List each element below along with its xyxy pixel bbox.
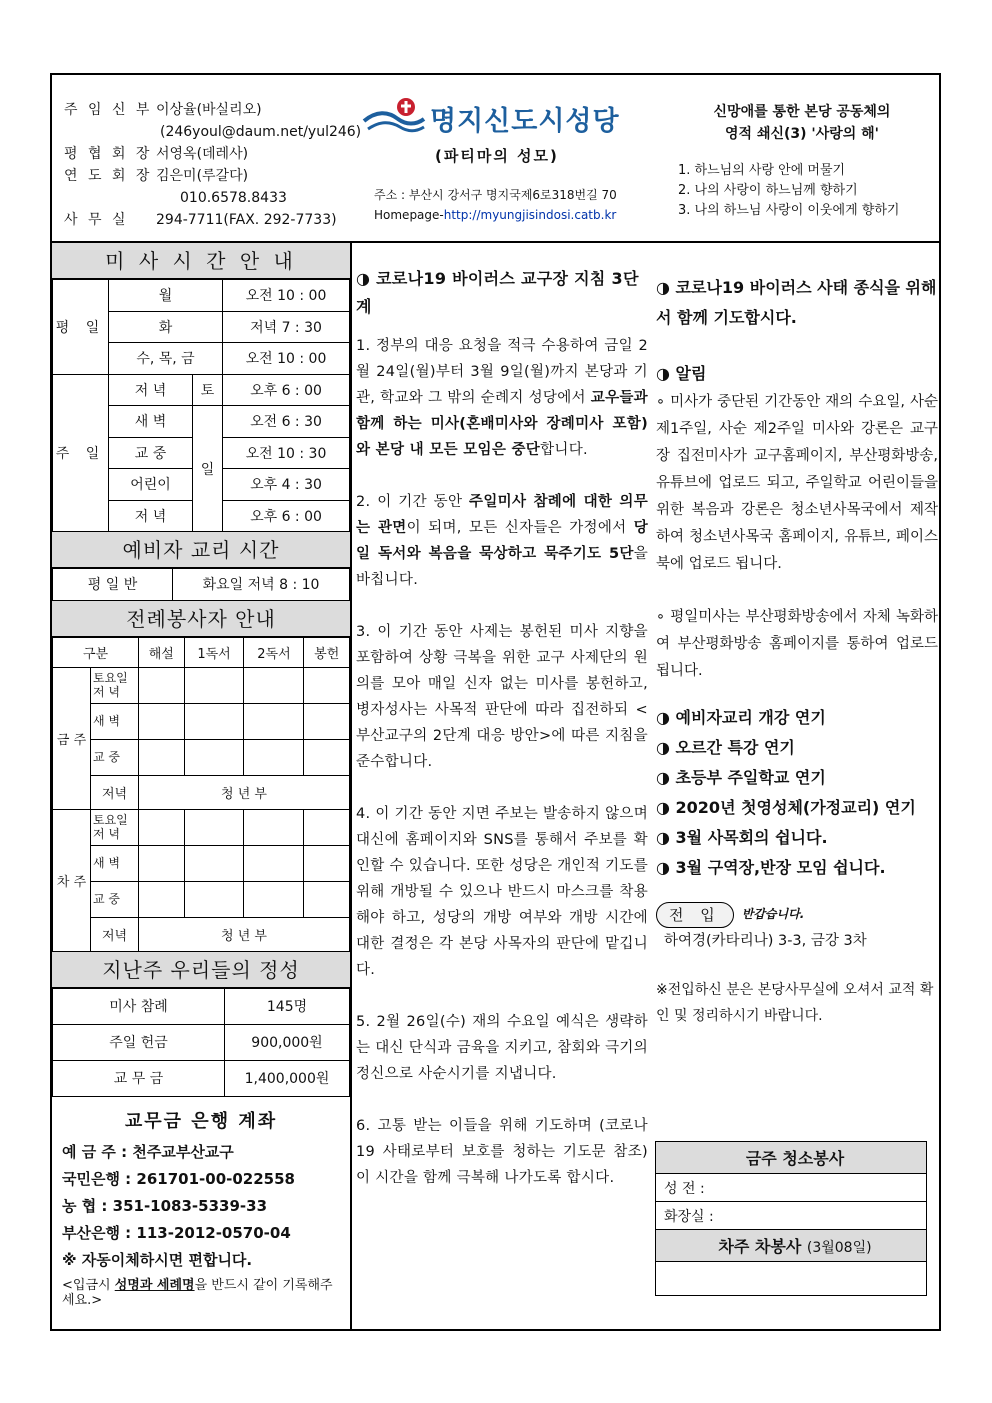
guideline-item: 4. 이 기간 동안 지면 주보는 발송하지 않으며 대신에 홈페이지와 SNS를 통해서 주보를 확인할 수 있습니다. 또한 성당은 개인적 기도를 위해 개방될 수 있으나 반드시 마스크를 착용해야 하고, 성당의 개방 여부와 개방 시간에 대한 결정은 각 본당 사목자의 판단에 맡깁니다. <box>356 806 649 978</box>
bank-line: 국민은행 : 261701-00-022558 <box>62 1169 295 1188</box>
server-cell <box>139 809 185 845</box>
church-name: 명지신도시성당 <box>430 106 620 137</box>
weekday-label: 평 일 <box>53 280 109 375</box>
covid-guidelines <box>356 265 648 1217</box>
mass-time: 오전 10 : 00 <box>223 343 350 375</box>
mass-name: 어린이 <box>109 469 193 501</box>
server-cell <box>244 739 304 775</box>
server-cell <box>244 809 304 845</box>
motto-line: 신망애를 통한 본당 공동체의 <box>713 104 891 120</box>
staff-value: 이상율(바실리오) <box>156 102 262 118</box>
server-cell <box>184 809 244 845</box>
mass-day: 수, 목, 금 <box>109 343 223 375</box>
mass-time: 오후 6 : 00 <box>223 374 350 406</box>
notice-item: ∘ 평일미사는 부산평화방송에서 자체 녹화하여 부산평화방송 홈페이지를 통하여 업로드 됩니다. <box>656 609 938 679</box>
youth-group: 청 년 부 <box>139 775 350 809</box>
tea-service-cell <box>656 1262 927 1296</box>
bank-line: ※ 자동이체하시면 편합니다. <box>62 1250 253 1269</box>
offering-value: 900,000원 <box>225 1024 350 1060</box>
table-row <box>53 667 350 703</box>
welcome-row <box>656 901 938 928</box>
offering-label: 주일 헌금 <box>53 1024 225 1060</box>
mass-slot: 토요일 저 녁 <box>91 809 139 845</box>
mass-day: 화 <box>109 311 223 343</box>
bank-note <box>62 1278 340 1308</box>
church-address: 주소 : 부산시 강서구 명지국제6로318번길 70 <box>374 188 617 202</box>
bank-accounts <box>52 1097 350 1308</box>
staff-value: 서영옥(데레사) <box>156 146 249 162</box>
staff-value: 김은미(루갈다) <box>156 168 249 184</box>
notice-heading: ◑ 알림 <box>656 364 707 383</box>
servers-table <box>52 637 350 952</box>
cleaning-title: 금주 청소봉사 <box>656 1142 927 1174</box>
column-header: 2독서 <box>244 637 304 667</box>
table-row <box>53 988 350 1024</box>
mass-slot: 새 벽 <box>91 703 139 739</box>
notice-item: ∘ 미사가 중단된 기간동안 재의 수요일, 사순 제1주일, 사순 제2주일 미사와 강론은 교구장 집전미사가 교구홈페이지, 부산평화방송, 유튜브에 업로드 되고, 주일학교 어린이들을 위한 복음과 강론은 청소년사목국에서 제작하여 청소년사목국 홈페이지, 유튜브, 페이스북에 업로드 됩니다. <box>656 394 938 572</box>
welcome-text: 반갑습니다. <box>741 907 805 921</box>
mass-slot: 새 벽 <box>91 845 139 881</box>
guideline-item: 6. 고통 받는 이들을 위해 기도하며 (코로나19 사태로부터 보호를 청하는 기도문 참조) 이 시간을 함께 극복해 나가도록 합시다. <box>356 1118 648 1186</box>
mass-time: 오전 10 : 00 <box>223 280 350 312</box>
table-row <box>53 917 350 951</box>
bank-line: 농 협 : 351-1083-5339-33 <box>62 1196 268 1215</box>
announcement-item: ◑ 초등부 주일학교 연기 <box>656 768 826 787</box>
mass-time: 오후 4 : 30 <box>223 469 350 501</box>
announcement-item: ◑ 오르간 특강 연기 <box>656 738 795 757</box>
tea-service-title <box>656 1230 927 1262</box>
mass-slot: 저녁 <box>91 775 139 809</box>
table-row <box>53 637 350 667</box>
note-emphasis: 성명과 세례명 <box>114 1277 195 1293</box>
emphasis: 교우들과 함께 하는 미사(혼배미사와 장례미사 포함)와 본당 내 모든 모임은 중단 <box>356 390 648 458</box>
announcement-item: ◑ 3월 사목회의 쉽니다. <box>656 828 828 847</box>
guideline-item <box>356 489 648 593</box>
mass-slot: 토요일 저 녁 <box>91 667 139 703</box>
mass-name: 저 녁 <box>109 500 193 532</box>
text: 합니다. <box>540 442 588 458</box>
table-row <box>53 1060 350 1096</box>
mass-slot: 교 중 <box>91 739 139 775</box>
server-cell <box>304 739 350 775</box>
server-cell <box>244 667 304 703</box>
server-cell <box>139 739 185 775</box>
offering-table <box>52 988 350 1097</box>
mass-day: 월 <box>109 280 223 312</box>
goal-item: 2. 나의 사랑이 하느님께 향하기 <box>678 183 858 198</box>
text: 이 되며, 모든 신자들은 가정에서 <box>406 520 634 536</box>
this-week-label: 금 주 <box>53 667 91 809</box>
notices <box>656 273 938 1029</box>
offering-value: 145명 <box>225 988 350 1024</box>
emphasis: 주일미사 참례에 대한 의무는 관면 <box>356 494 649 536</box>
table-row <box>53 280 350 312</box>
server-cell <box>244 703 304 739</box>
cleaning-row: 성 전 : <box>656 1174 927 1202</box>
mass-time: 오전 10 : 30 <box>223 437 350 469</box>
table-row <box>656 1142 927 1174</box>
newcomer-note: ※전입하신 분은 본당사무실에 오셔서 교적 확인 및 정리하시기 바랍니다. <box>656 982 934 1024</box>
mass-name: 저 녁 <box>109 374 193 406</box>
guidelines-heading: ◑ 코로나19 바이러스 교구장 지침 3단계 <box>356 269 639 316</box>
server-cell <box>184 881 244 917</box>
homepage-label: Homepage- <box>374 208 444 222</box>
offering-label: 미사 참례 <box>53 988 225 1024</box>
mass-time: 오전 6 : 30 <box>223 406 350 438</box>
cleaning-table <box>655 1141 927 1296</box>
parish-goals <box>678 161 899 221</box>
table-row <box>656 1174 927 1202</box>
homepage-link[interactable]: http://myungjisindosi.catb.kr <box>443 208 617 222</box>
guideline-item: 5. 2월 26일(수) 재의 수요일 예식은 생략하는 대신 단식과 금육을 지키고, 참회와 극기의 정신으로 사순시기를 지냅니다. <box>356 1014 648 1082</box>
staff-label: 주 임 신 부 <box>64 102 153 118</box>
youth-group: 청 년 부 <box>139 917 350 951</box>
table-row <box>656 1230 927 1262</box>
table-row <box>53 374 350 406</box>
note-text: 을 반드시 같이 기록해주세요.> <box>62 1277 333 1308</box>
staff-value: 294-7711(FAX. 292-7733) <box>156 212 337 228</box>
tea-title: 차주 차봉사 <box>718 1237 802 1256</box>
bulletin-header <box>52 75 939 243</box>
mass-slot: 저녁 <box>91 917 139 951</box>
server-cell <box>244 881 304 917</box>
staff-label: 연 도 회 장 <box>64 168 153 184</box>
guideline-item <box>356 333 648 463</box>
text: 2. 이 기간 동안 <box>356 494 470 510</box>
mass-slot: 교 중 <box>91 881 139 917</box>
table-row <box>656 1202 927 1230</box>
text: 을 바칩니다. <box>356 546 648 588</box>
emphasis: 당일 독서와 복음을 묵상하고 묵주기도 5단 <box>356 520 648 562</box>
motto-line: 영적 쇄신(3) '사랑의 해' <box>725 126 879 142</box>
server-cell <box>184 845 244 881</box>
newcomer: 하여경(카타리나) 3-3, 금강 3차 <box>664 933 867 949</box>
bank-title: 교무금 은행 계좌 <box>124 1110 278 1132</box>
next-week-label: 차 주 <box>53 809 91 951</box>
table-row <box>53 809 350 845</box>
announcement-item: ◑ 3월 구역장,반장 모임 쉽니다. <box>656 858 886 877</box>
text: 1. 정부의 대응 요청을 적극 수용하여 금일 2월 24일(월)부터 3월 9일(월)까지 본당과 기관, 학교와 그 밖의 순례지 성당에서 <box>356 338 648 406</box>
server-cell <box>184 703 244 739</box>
server-cell <box>304 881 350 917</box>
mass-day: 토 <box>193 374 223 406</box>
server-cell <box>139 667 185 703</box>
note-text: <입금시 <box>62 1277 115 1293</box>
bank-line: 예 금 주 : 천주교부산교구 <box>62 1142 234 1161</box>
transfer-in-badge: 전 입 <box>656 902 734 928</box>
staff-label: 평 협 회 장 <box>64 146 153 162</box>
server-cell <box>184 667 244 703</box>
servers-title: 전례봉사자 안내 <box>52 601 350 637</box>
mass-time: 저녁 7 : 30 <box>223 311 350 343</box>
catechumen-time: 화요일 저녁 8 : 10 <box>173 569 350 601</box>
catechumen-table <box>52 568 350 601</box>
offering-title: 지난주 우리들의 정성 <box>52 952 350 988</box>
announcement-item: ◑ 예비자교리 개강 연기 <box>656 708 826 727</box>
left-column <box>52 243 352 1331</box>
server-cell <box>139 881 185 917</box>
staff-value: (246youl@daum.net/yul246) <box>160 124 362 140</box>
guideline-item: 3. 이 기간 동안 사제는 봉헌된 미사 지향을 포함하여 상황 극복을 위한 교구 사제단의 원의를 모아 매일 신자 없는 미사를 봉헌하고, 병자성사는 사목적 판단에 따라 집전하되 <부산교구의 2단계 대응 방안>에 따른 지침을 준수합니다. <box>356 624 648 770</box>
sunday-label: 주 일 <box>53 374 109 532</box>
column-header: 1독서 <box>184 637 244 667</box>
table-row <box>53 1024 350 1060</box>
table-row <box>53 881 350 917</box>
server-cell <box>304 703 350 739</box>
announcement-item: ◑ 2020년 첫영성체(가정교리) 연기 <box>656 798 916 817</box>
table-row <box>53 739 350 775</box>
table-row <box>656 1262 927 1296</box>
tea-date: (3월08일) <box>806 1240 872 1256</box>
prayer-heading: ◑ 코로나19 바이러스 사태 종식을 위해서 함께 기도합시다. <box>656 278 937 327</box>
table-row <box>53 569 350 601</box>
staff-list <box>64 99 361 231</box>
table-row <box>53 845 350 881</box>
goal-item: 3. 나의 하느님 사랑이 이웃에게 향하기 <box>678 203 900 218</box>
mass-schedule-title: 미 사 시 간 안 내 <box>52 243 350 279</box>
offering-value: 1,400,000원 <box>225 1060 350 1096</box>
server-cell <box>139 845 185 881</box>
catechumen-title: 예비자 교리 시간 <box>52 532 350 568</box>
church-patron: (파티마의 성모) <box>435 147 559 165</box>
parish-motto <box>672 101 932 145</box>
church-emblem-icon <box>362 97 426 137</box>
mass-name: 새 벽 <box>109 406 193 438</box>
staff-label: 사 무 실 <box>64 212 129 228</box>
server-cell <box>184 739 244 775</box>
server-cell <box>304 845 350 881</box>
offering-label: 교 무 금 <box>53 1060 225 1096</box>
mass-time: 오후 6 : 00 <box>223 500 350 532</box>
server-cell <box>304 667 350 703</box>
column-header: 봉헌 <box>304 637 350 667</box>
server-cell <box>139 703 185 739</box>
column-header: 해설 <box>139 637 185 667</box>
catechumen-label: 평 일 반 <box>53 569 173 601</box>
bank-line: 부산은행 : 113-2012-0570-04 <box>62 1223 291 1242</box>
middle-column <box>352 243 650 1331</box>
mass-day: 일 <box>193 406 223 532</box>
column-header: 구분 <box>53 637 139 667</box>
server-cell <box>244 845 304 881</box>
mass-name: 교 중 <box>109 437 193 469</box>
staff-value: 010.6578.8433 <box>180 190 287 206</box>
server-cell <box>304 809 350 845</box>
church-address-block <box>374 185 617 225</box>
goal-item: 1. 하느님의 사랑 안에 머물기 <box>678 163 846 178</box>
mass-schedule-table <box>52 279 350 532</box>
cleaning-row: 화장실 : <box>656 1202 927 1230</box>
table-row <box>53 775 350 809</box>
table-row <box>53 703 350 739</box>
